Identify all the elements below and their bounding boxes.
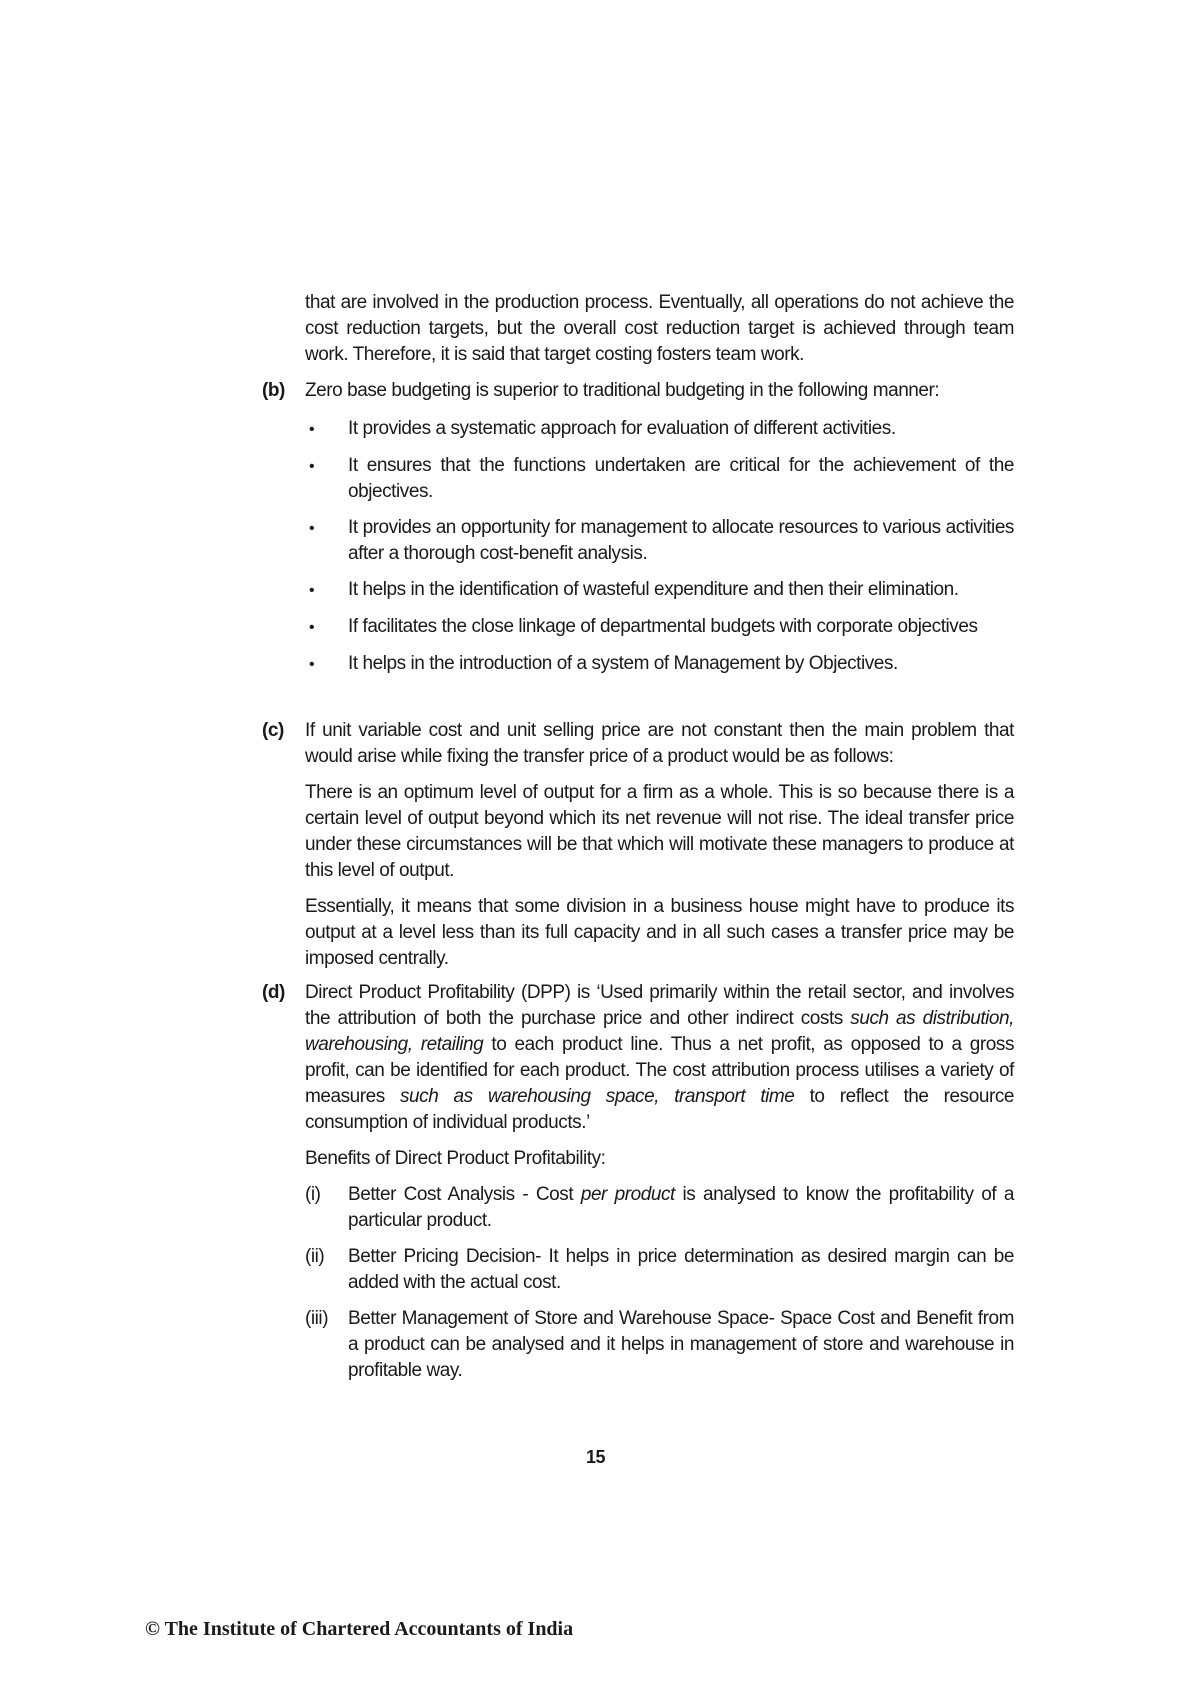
section-c-label: (c) — [262, 720, 284, 741]
bullet-icon — [305, 614, 348, 641]
bullet-icon — [305, 453, 348, 505]
list-item: • It helps in the identification of wasteful expenditure and then their elimination. — [305, 577, 1014, 604]
section-c-paragraph-2: Essentially, it means that some division in a business house might have to produce its output at a level less than its full capacity and in all such cases a transfer price may be imposed centrally. — [305, 896, 1014, 969]
section-c — [262, 718, 1014, 982]
intro-text: that are involved in the production process. Eventually, all operations do not achieve the cost reduction targets, but the overall cost reduction target is achieved through team work. Therefore, it is said that target costing fosters team work. — [305, 292, 1014, 365]
section-b — [262, 378, 1014, 688]
list-item: • It ensures that the functions undertaken are critical for the achievement of the objectives. — [305, 453, 1014, 505]
footer-copyright: © The Institute of Chartered Accountants of India — [145, 1618, 574, 1640]
section-c-paragraph-1: There is an optimum level of output for a firm as a whole. This is so because there is a certain level of output beyond which its net revenue will not rise. The ideal transfer price under these circumstances will be that which will motivate these managers to produce at this level of output. — [305, 782, 1014, 881]
list-item: (ii) Better Pricing Decision- It helps in price determination as desired margin can be added with the actual cost. — [305, 1246, 1014, 1293]
section-c-heading: If unit variable cost and unit selling price are not constant then the main problem that would arise while fixing the transfer price of a product would be as follows: — [305, 720, 1014, 767]
bullet-icon — [305, 651, 348, 678]
section-b-bullet-list — [305, 416, 1014, 678]
benefits-heading: Benefits of Direct Product Profitability: — [305, 1148, 606, 1169]
list-item: • It helps in the introduction of a system of Management by Objectives. — [305, 651, 1014, 678]
section-d — [262, 980, 1014, 1394]
list-item: (iii) Better Management of Store and Warehouse Space- Space Cost and Benefit from a product can be analysed and it helps in management of store and warehouse in profitable way. — [305, 1308, 1014, 1381]
section-d-paragraph: Direct Product Profitability (DPP) is ‘Used primarily within the retail sector, and involves the attribution of both the purchase price and other indirect costs such as distribution, warehousing, retailing to each product line. Thus a net profit, as opposed to a gross profit, can be identified for each product. The cost attribution process utilises a variety of measures such as warehousing space, transport time to reflect the resource consumption of individual products.’ — [305, 982, 1014, 1133]
bullet-icon — [305, 577, 348, 604]
section-d-label: (d) — [262, 982, 285, 1003]
list-item: (i) Better Cost Analysis - Cost per product is analysed to know the profitability of a particular product. — [305, 1184, 1014, 1231]
section-b-heading: Zero base budgeting is superior to traditional budgeting in the following manner: — [305, 380, 940, 401]
section-b-label: (b) — [262, 380, 285, 401]
list-item: • If facilitates the close linkage of departmental budgets with corporate objectives — [305, 614, 1014, 641]
page-number: 15 — [585, 1447, 606, 1467]
list-item: • It provides a systematic approach for evaluation of different activities. — [305, 416, 1014, 443]
bullet-icon — [305, 416, 348, 443]
bullet-icon — [305, 515, 348, 567]
intro-paragraph — [305, 290, 1014, 378]
list-item: • It provides an opportunity for management to allocate resources to various activities after a thorough cost-benefit analysis. — [305, 515, 1014, 567]
